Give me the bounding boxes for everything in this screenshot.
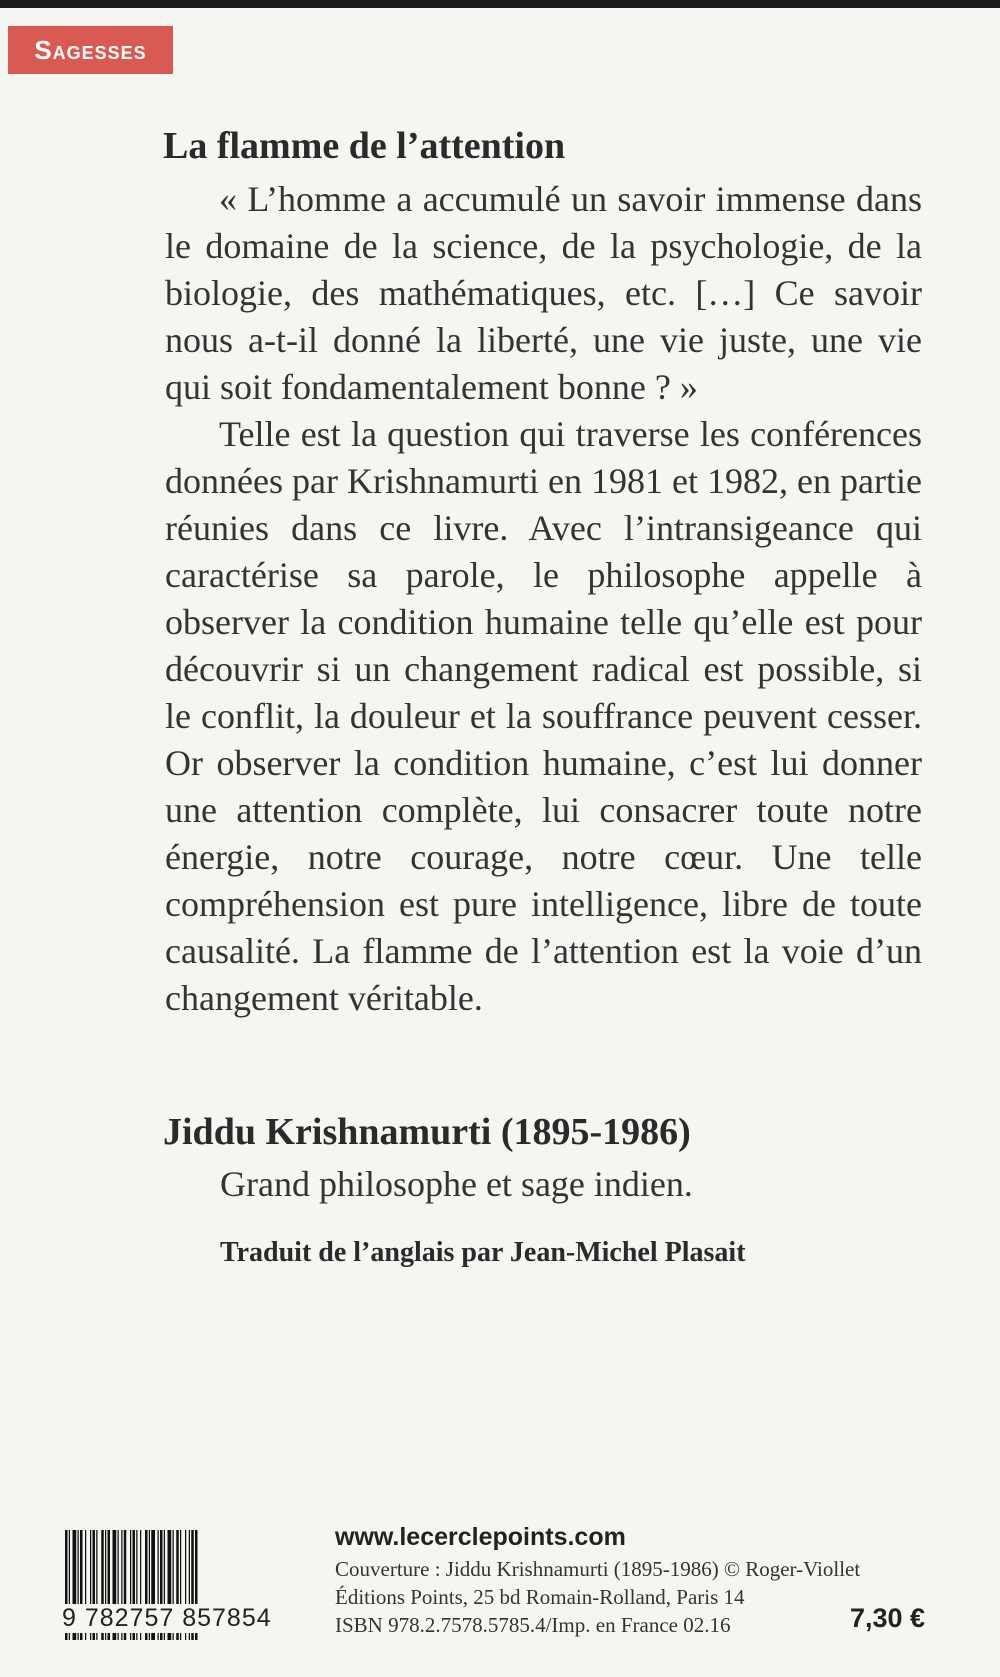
isbn-line: ISBN 978.2.7578.5785.4/Imp. en France 02.16 <box>335 1613 731 1637</box>
author-bio: Grand philosophe et sage indien. <box>220 1164 693 1204</box>
collection-badge: Sagesses <box>8 26 173 74</box>
blurb-quote: « L’homme a accumulé un savoir immense dans le domaine de la science, de la psychologie, de la biologie, des mathématiques, etc. […] Ce savoir nous a-t-il donné la liberté, une vie juste, une vie qui soit fondamentalement bonne ? » <box>165 179 922 407</box>
publisher-credits <box>335 1555 860 1639</box>
blurb-description: Telle est la question qui traverse les conférences données par Krishnamurti en 1981 et 1982, en partie réunies dans ce livre. Avec l’intransigeance qui caractérise sa parole, le philosophe appelle à observer la condition humaine telle qu’elle est pour découvrir si un changement radical est possible, si le conflit, la douleur et la souffrance peuvent cesser. Or observer la condition humaine, c’est lui donner une attention complète, lui consacrer toute notre énergie, notre courage, notre cœur. Une telle compréhension est pure intelligence, libre de toute causalité. La flamme de l’attention est la voie d’un changement véritable. <box>165 414 922 1018</box>
publisher-address: Éditions Points, 25 bd Romain-Rolland, Paris 14 <box>335 1585 745 1609</box>
barcode-number: 9 782757 857854 <box>62 1604 272 1632</box>
price: 7,30 € <box>850 1603 926 1633</box>
author-name: Jiddu Krishnamurti (1895-1986) <box>163 1111 691 1153</box>
book-title: La flamme de l’attention <box>163 125 566 167</box>
translator-credit: Traduit de l’anglais par Jean-Michel Plasait <box>220 1237 746 1268</box>
top-border <box>0 0 1000 8</box>
blurb <box>165 176 922 1022</box>
cover-credit: Couverture : Jiddu Krishnamurti (1895-1986) © Roger-Viollet <box>335 1557 861 1581</box>
website-link[interactable]: www.lecerclepoints.com <box>335 1523 626 1551</box>
